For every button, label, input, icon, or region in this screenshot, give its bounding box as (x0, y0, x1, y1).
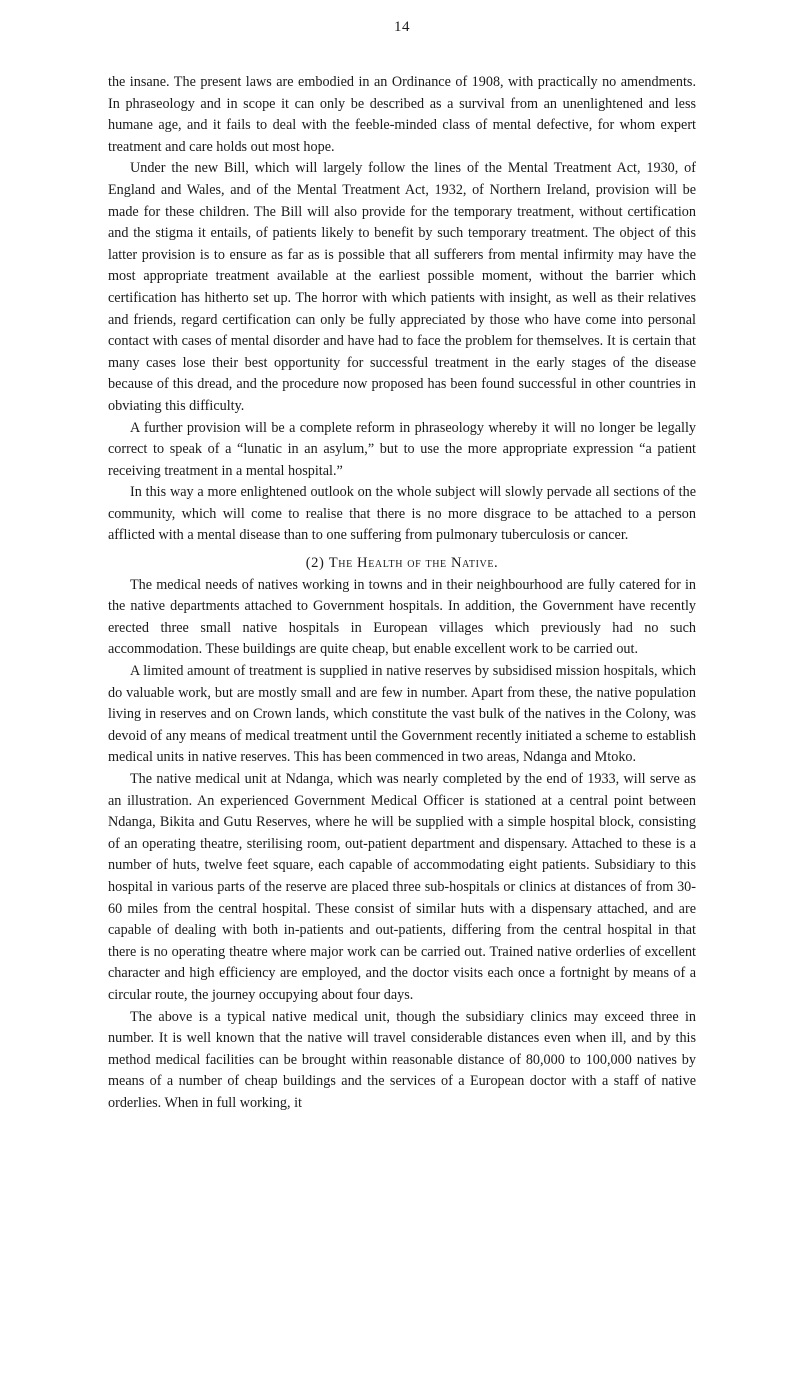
paragraph: the insane. The present laws are embodied in an Ordinance of 1908, with practically no amendments. In phraseology and in scope it can only be described as a survival from an unenlightened and less humane age, and it fails to deal with the feeble-minded class of mental defective, for whom expert treatment and care holds out most hope. (108, 74, 696, 155)
section-number: (2) (305, 555, 325, 572)
document-page (108, 0, 696, 1115)
paragraph: Under the new Bill, which will largely follow the lines of the Mental Treatment Act, 1930, of England and Wales, and of the Mental Treatment Act, 1932, of Northern Ireland, provision will be made for these children. The Bill will also provide for the temporary treatment, without certification and the stigma it entails, of patients likely to benefit by such temporary treatment. The object of this latter provision is to ensure as far as is possible that all sufferers from mental infirmity may have the most appropriate treatment available at the earliest possible moment, without the barrier which certification has hitherto set up. The horror with which patients with insight, as well as their relatives and friends, regard certification can only be fully appreciated by those who have come into personal contact with cases of mental disorder and have had to face the problem for themselves. It is certain that many cases lose their best opportunity for successful treatment in the early stages of the disease because of this dread, and the procedure now proposed has been found successful in other countries in obviating this difficulty. (108, 160, 696, 414)
paragraph: The native medical unit at Ndanga, which was nearly completed by the end of 1933, will serve as an illustration. An experienced Government Medical Officer is stationed at a central point between Ndanga, Bikita and Gutu Reserves, where he will be supplied with a simple hospital block, consisting of an operating theatre, sterilising room, out-patient department and dispensary. Attached to these is a number of huts, twelve feet square, each capable of accommodating eight patients. Subsidiary to this hospital in various parts of the reserve are placed three sub-hospitals or clinics at distances of from 30-60 miles from the central hospital. These consist of similar huts with a dispensary attached, and are capable of dealing with both in-patients and out-patients, differing from the central hospital in that there is no operating theatre where major work can be carried out. Trained native orderlies of excellent character and high efficiency are employed, and the doctor visits each once a fortnight by means of a circular route, the journey occupying about four days. (108, 771, 696, 1003)
paragraph: A further provision will be a complete reform in phraseology whereby it will no longer be legally correct to speak of a “lunatic in an asylum,” but to use the more appropriate expression “a patient receiving treatment in a mental hospital.” (108, 419, 696, 479)
paragraph: The above is a typical native medical unit, though the subsidiary clinics may exceed three in number. It is well known that the native will travel considerable distances even when ill, and by this method medical facilities can be brought within reasonable distance of 80,000 to 100,000 natives by means of a number of cheap buildings and the services of a European doctor with a staff of native orderlies. When in full working, it (108, 1008, 696, 1111)
section-title: The Health of the Native. (328, 555, 499, 572)
paragraph: A limited amount of treatment is supplied in native reserves by subsidised mission hospitals, which do valuable work, but are mostly small and are few in number. Apart from these, the native population living in reserves and on Crown lands, which constitute the vast bulk of the natives in the Colony, was devoid of any means of medical treatment until the Government recently initiated a scheme to establish medical units in native reserves. This has been commenced in two areas, Ndanga and Mtoko. (108, 663, 696, 766)
paragraph: In this way a more enlightened outlook on the whole subject will slowly pervade all sections of the community, which will come to realise that there is no more disgrace to be attached to a person afflicted with a mental disease than to one suffering from pulmonary tuberculosis or cancer. (108, 484, 696, 544)
body-text (108, 72, 696, 1115)
section-heading (108, 553, 696, 575)
paragraph: The medical needs of natives working in towns and in their neighbourhood are fully catered for in the native departments attached to Government hospitals. In addition, the Government have recently erected three small native hospitals in European villages which previously had no such accommodation. These buildings are quite cheap, but enable excellent work to be carried out. (108, 576, 696, 658)
page-number: 14 (394, 19, 410, 35)
